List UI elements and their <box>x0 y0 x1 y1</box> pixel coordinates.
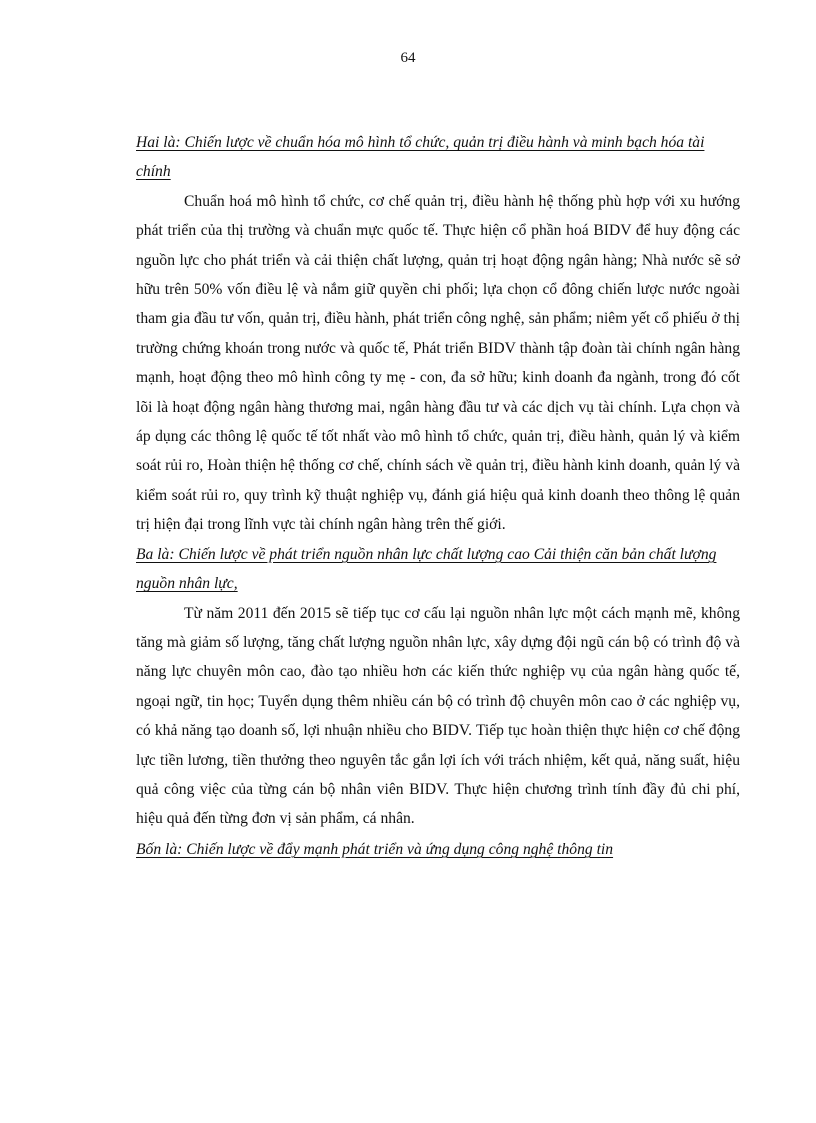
page-number: 64 <box>400 50 416 66</box>
paragraph-strategy-2: Chuẩn hoá mô hình tổ chức, cơ chế quản trị, điều hành hệ thống phù hợp với xu hướng phát triển của thị trường và chuẩn mực quốc tế. Thực hiện cổ phần hoá BIDV để huy động các nguồn lực cho phát triển và cải thiện chất lượng, quản trị hoạt động ngân hàng; Nhà nước sẽ sở hữu trên 50% vốn điều lệ và nắm giữ quyền chi phối; lựa chọn cổ đông chiến lược nước ngoài tham gia đầu tư vốn, quản trị, điều hành, phát triển công nghệ, sản phẩm; niêm yết cổ phiếu ở thị trường chứng khoán trong nước và quốc tế, Phát triển BIDV thành tập đoàn tài chính ngân hàng mạnh, hoạt động theo mô hình công ty mẹ - con, đa sở hữu; kinh doanh đa ngành, trong đó cốt lõi là hoạt động ngân hàng thương mai, ngân hàng đầu tư và các dịch vụ tài chính. Lựa chọn và áp dụng các thông lệ quốc tế tốt nhất vào mô hình tổ chức, quản trị, điều hành, quản lý và kiểm soát rủi ro, Hoàn thiện hệ thống cơ chế, chính sách về quản trị, điều hành kinh doanh, quản lý và kiểm soát rủi ro, quy trình kỹ thuật nghiệp vụ, đánh giá hiệu quả kinh doanh theo thông lệ quản trị hiện đại trong lĩnh vực tài chính ngân hàng trên thế giới. <box>136 192 740 534</box>
section-heading-strategy-2: Hai là: Chiến lược về chuẩn hóa mô hình tổ chức, quản trị điều hành và minh bạch hóa tài chính <box>136 134 705 181</box>
document-body <box>136 128 740 864</box>
section-heading-strategy-4: Bốn là: Chiến lược về đẩy mạnh phát triển và ứng dụng công nghệ thông tin <box>136 840 614 858</box>
paragraph-strategy-3: Từ năm 2011 đến 2015 sẽ tiếp tục cơ cấu lại nguồn nhân lực một cách mạnh mẽ, không tăng mà giảm số lượng, tăng chất lượng nguồn nhân lực, xây dựng đội ngũ cán bộ có trình độ và năng lực chuyên môn cao, đào tạo nhiều hơn các kiến thức nghiệp vụ của ngân hàng quốc tế, ngoại ngữ, tin học; Tuyển dụng thêm nhiều cán bộ có trình độ chuyên môn cao ở các nghiệp vụ, có khả năng tạo doanh số, lợi nhuận nhiều cho BIDV. Tiếp tục hoàn thiện thực hiện cơ chế động lực tiền lương, tiền thưởng theo nguyên tắc gắn lợi ích với trách nhiệm, kết quả, năng suất, hiệu quả công việc của từng cán bộ nhân viên BIDV. Thực hiện chương trình tính đầy đủ chi phí, hiệu quả đến từng đơn vị sản phẩm, cá nhân. <box>136 604 740 828</box>
section-heading-strategy-3: Ba là: Chiến lược về phát triển nguồn nhân lực chất lượng cao Cải thiện căn bản chất lượng nguồn nhân lực, <box>136 545 717 593</box>
